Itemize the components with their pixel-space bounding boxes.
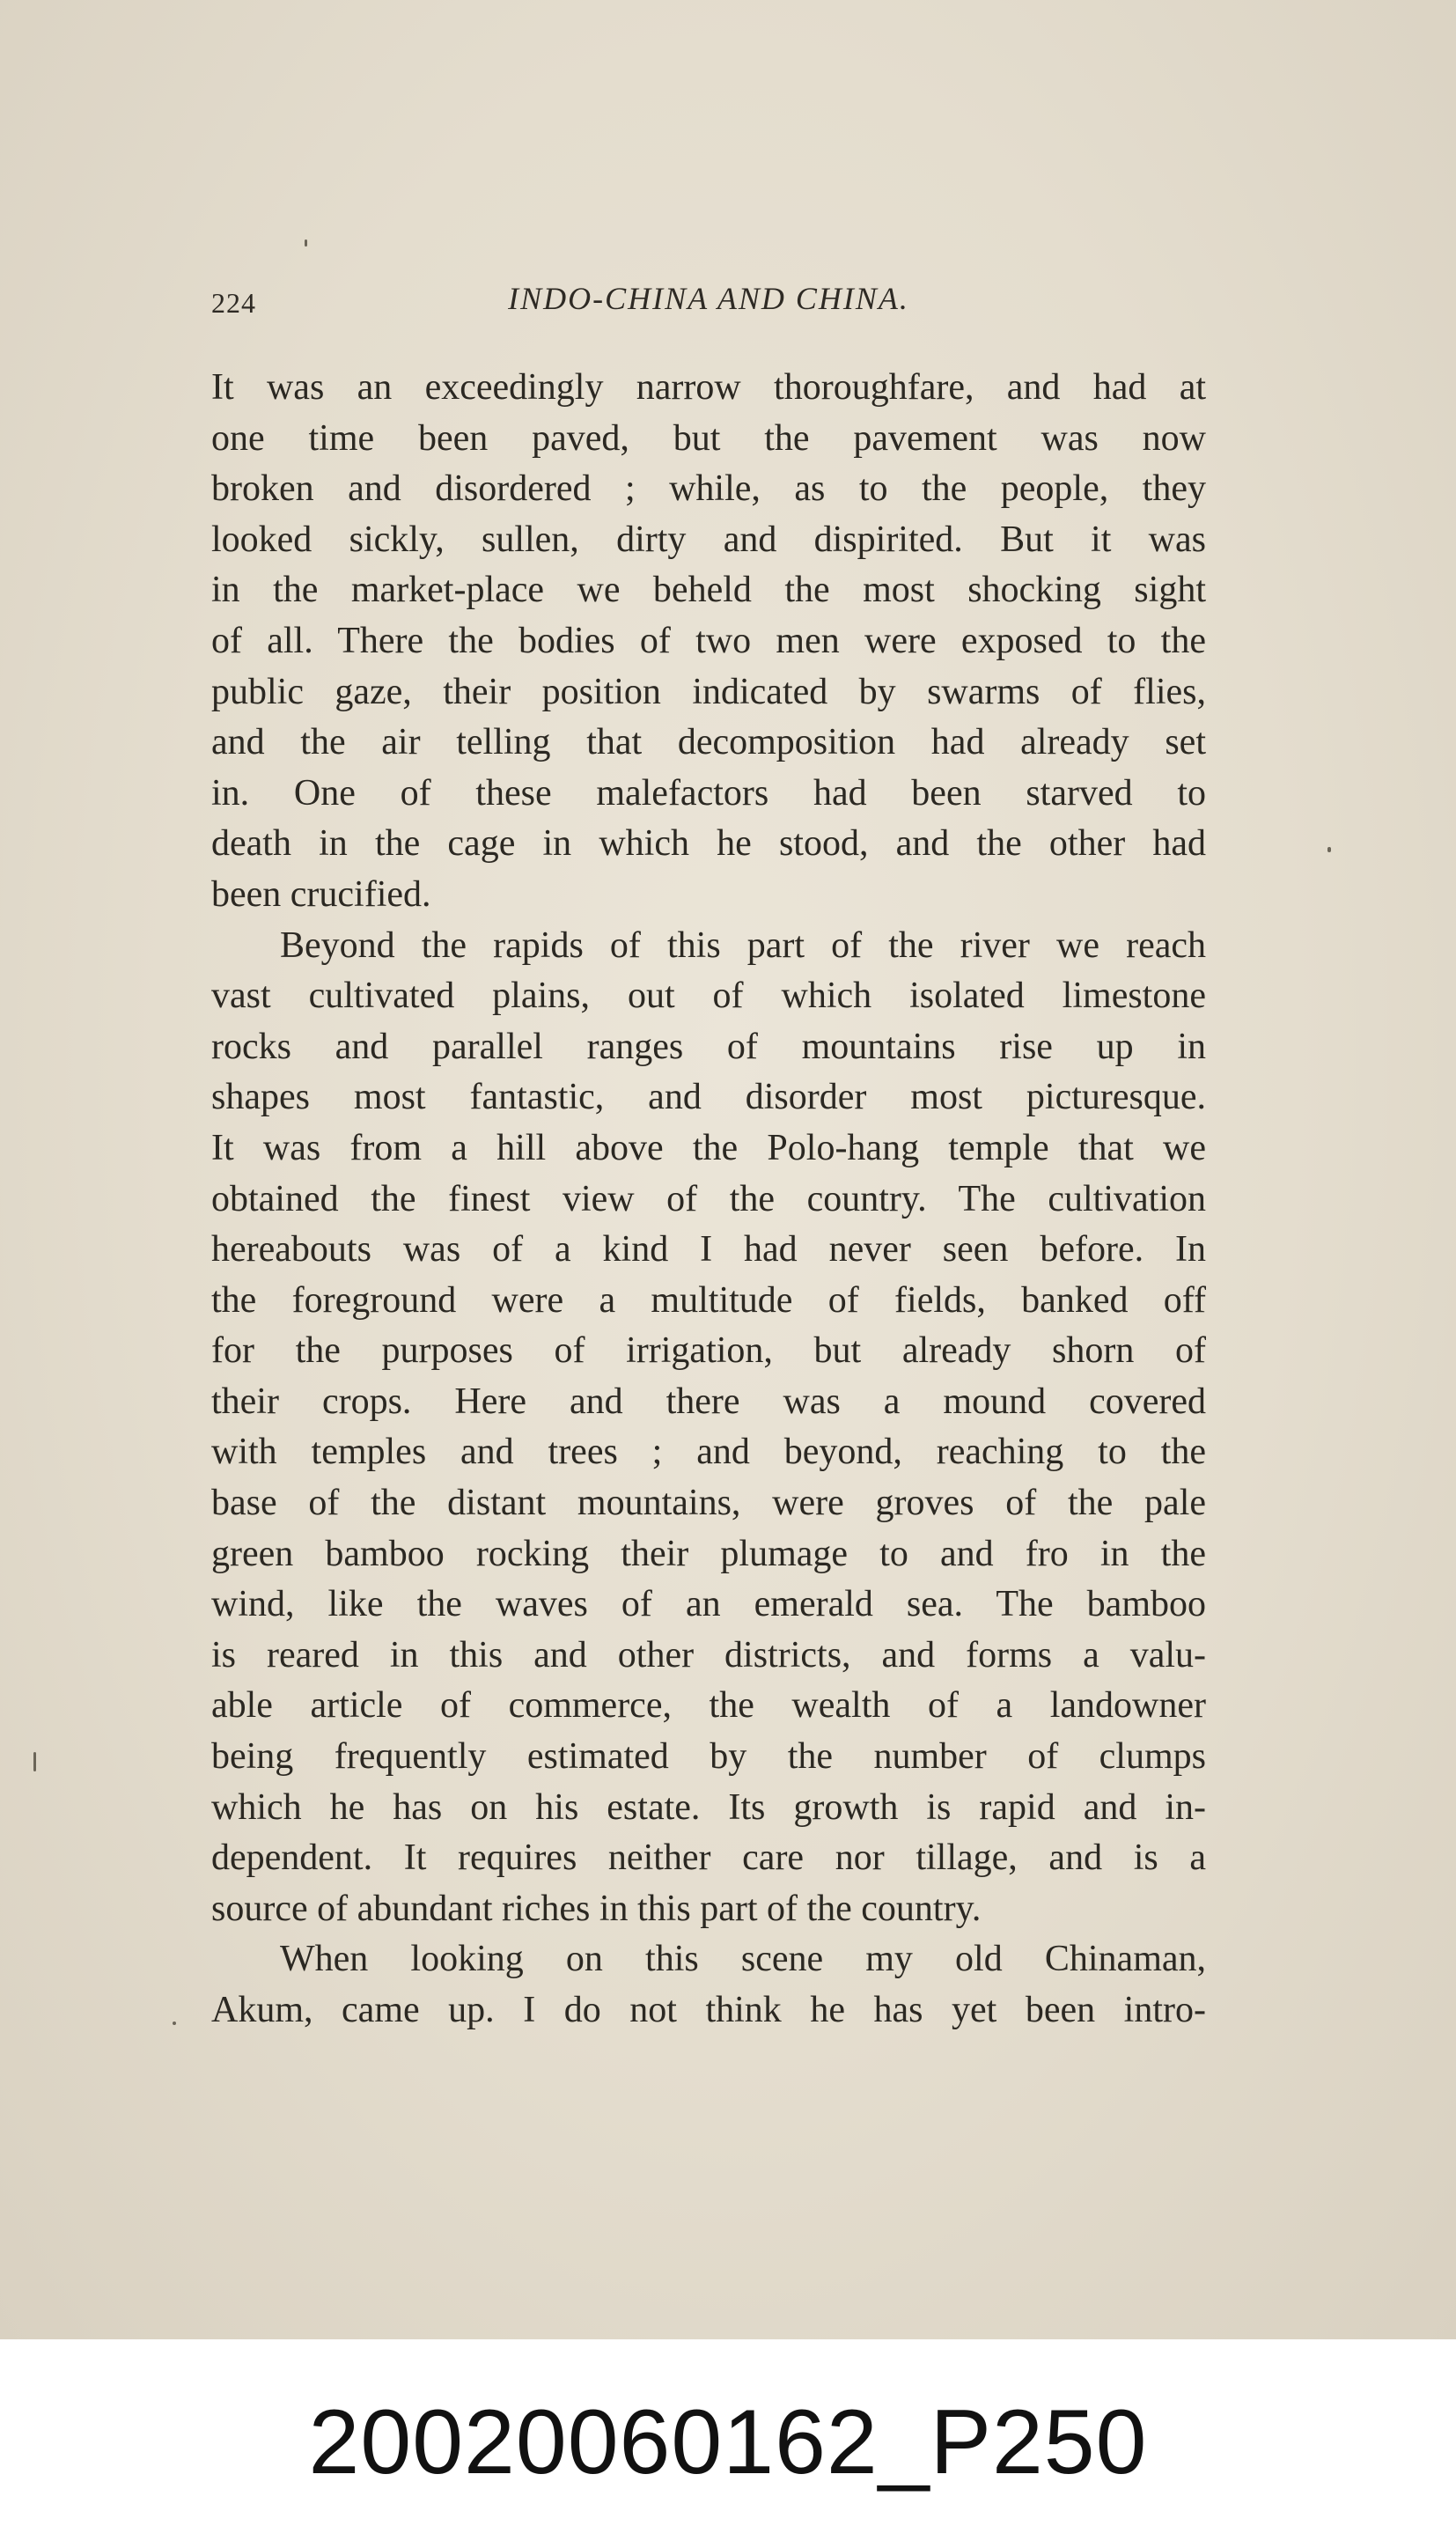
text-line: and the air telling that decomposition had already set [211, 722, 1206, 763]
text-line: which he has on his estate. Its growth is rapid and in- [211, 1786, 1206, 1828]
text-line: of all. There the bodies of two men were exposed to the [211, 620, 1206, 661]
paragraph [211, 1934, 1206, 2036]
text-line: with temples and trees ; and beyond, reaching to the [211, 1432, 1206, 1473]
text-line: Akum, came up. I do not think he has yet been intro- [211, 1990, 1206, 2030]
text-line: wind, like the waves of an emerald sea. The bamboo [211, 1584, 1206, 1625]
ink-speck [173, 2021, 176, 2025]
text-line: is reared in this and other districts, and forms a valu- [211, 1634, 1206, 1675]
text-line: dependent. It requires neither care nor tillage, and is a [211, 1837, 1206, 1879]
text-line: source of abundant riches in this part of the country. [211, 1888, 982, 1929]
text-line: vast cultivated plains, out of which isolated limestone [211, 976, 1206, 1017]
paragraph [211, 363, 1206, 921]
text-line: able article of commerce, the wealth of a landowner [211, 1685, 1206, 1727]
text-line: the foreground were a multitude of fields, banked off [211, 1279, 1206, 1321]
footer-band [0, 2339, 1456, 2548]
ink-speck [33, 1752, 36, 1771]
text-line: being frequently estimated by the number of clumps [211, 1736, 1206, 1778]
text-line: been crucified. [211, 873, 431, 915]
text-line: green bamboo rocking their plumage to and fro in the [211, 1533, 1206, 1574]
text-line: in the market-place we beheld the most shocking sight [211, 570, 1206, 611]
text-line: one time been paved, but the pavement was now [211, 417, 1206, 459]
text-line: base of the distant mountains, were groves of the pale [211, 1483, 1206, 1524]
text-line: It was an exceedingly narrow thoroughfare, and had at [211, 367, 1206, 408]
text-line: for the purposes of irrigation, but already shorn of [211, 1330, 1206, 1372]
paragraph [211, 921, 1206, 1935]
text-line: Beyond the rapids of this part of the river we reach [280, 924, 1206, 966]
text-line: hereabouts was of a kind I had never seen before. In [211, 1229, 1206, 1270]
ink-speck [305, 239, 307, 247]
running-head [211, 280, 1206, 333]
text-line: looked sickly, sullen, dirty and dispirited. But it was [211, 519, 1206, 560]
text-line: It was from a hill above the Polo-hang temple that we [211, 1127, 1206, 1168]
text-line: death in the cage in which he stood, and the other had [211, 823, 1206, 865]
text-line: When looking on this scene my old Chinaman, [280, 1939, 1206, 1980]
text-line: rocks and parallel ranges of mountains rise up in [211, 1026, 1206, 1067]
page-number: 224 [211, 287, 256, 319]
ink-speck [1327, 847, 1331, 852]
text-line: obtained the finest view of the country. The cultivation [211, 1178, 1206, 1219]
text-line: shapes most fantastic, and disorder most picturesque. [211, 1077, 1206, 1118]
page-identifier: 20020060162_P250 [308, 2391, 1148, 2493]
running-title: INDO-CHINA AND CHINA. [508, 281, 909, 316]
text-line: public gaze, their position indicated by swarms of flies, [211, 671, 1206, 712]
body-text [211, 363, 1206, 2036]
text-line: in. One of these malefactors had been starved to [211, 772, 1206, 814]
text-line: their crops. Here and there was a mound covered [211, 1381, 1206, 1422]
text-line: broken and disordered ; while, as to the people, they [211, 468, 1206, 510]
